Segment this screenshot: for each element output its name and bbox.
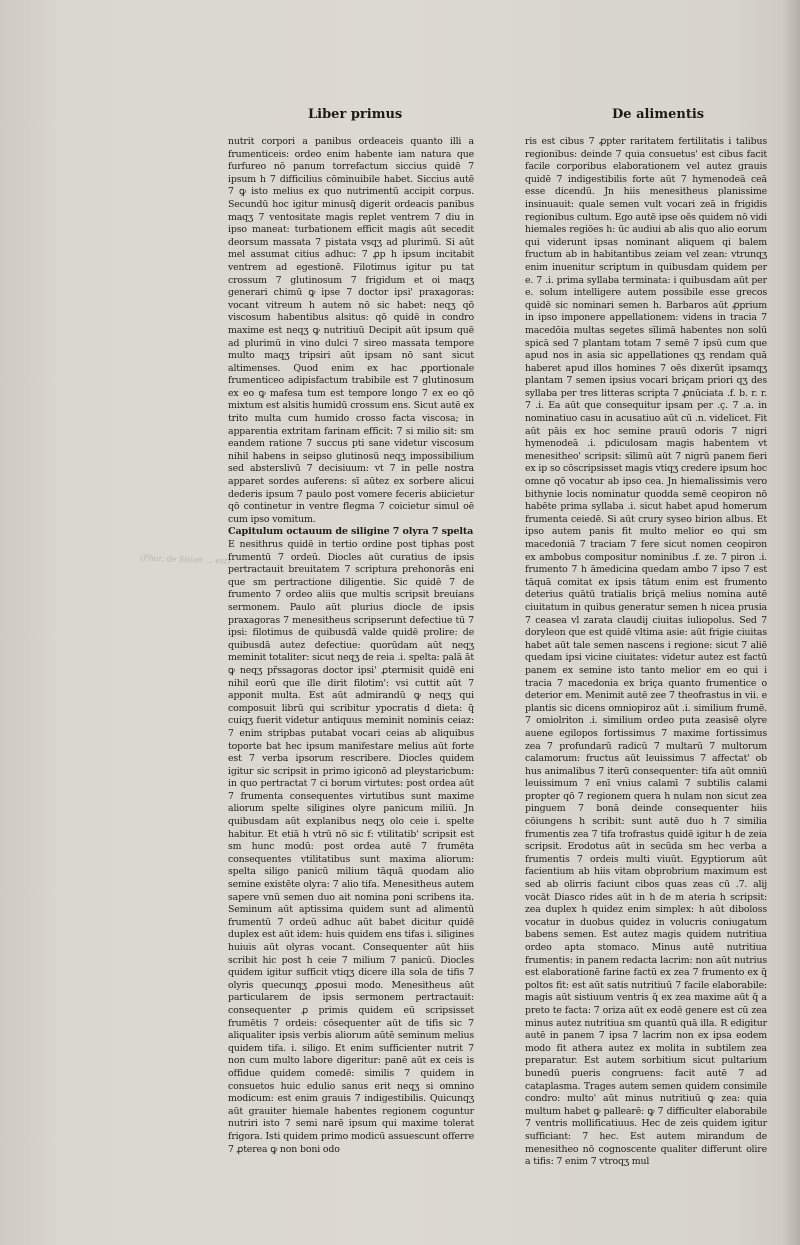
left-text-column — [228, 136, 474, 1156]
faded-marginal-note: (Phar. de Sitian ... est) — [139, 553, 231, 566]
left-paragraph-2: E nesithrus quidē in tertio ordine post tiphas post frumentū 7 ordeū. Diocles aūt curatius de ipsis pertractauit breuitatem 7 scriptura prehonorās eni que sm pertractione diligentie. Sic quidē 7 de frumento 7 ordeo aliis que multis scripsit breuians sermonem. Paulo aūt plurius diocle de ipsis praxagoras 7 menesitheus scripserunt defectiue tū 7 ipsi: filotimus de quibusdā valde quidē prolire: de quibusdā autez defectiue: quorūdam aūt neqʒ meminit totaliter: sicut neqʒ de reia .i. spelta: palā āt ꝙ neqʒ pr̄ssagoras doctor ipsi' ꝓtermisit quidē eni nihil eorū que ille dirit filotim': vsi cuttit aūt 7 apponit multa. Est aūt admirandū ꝙ neqʒ qui composuit librū qui scribitur ypocratis d dieta: q̄ cuiqʒ fuerit videtur antiquus meminit nominis ceiaz: 7 enim stripbas putabat vocari ceias ab aliquibus toporte bat hec ipsum manifestare melius aūt forte est 7 verba ipsorum rescribere. Diocles quidem igitur sic scripsit in primo igiconō ad pleystaricbum: in quo pertractat 7 ci borum virtutes: post ordea aūt 7 frumenta consequentes virtutibus sunt maxime aliorum spelte siligines olyre panicum miliū. Jn quibusdam aūt explanibus neqʒ olo ceie i. spelte habitur. Et etiā h vtrū nō sic f: vtilitatib' scripsit est sm hunc modū: post ordea autē 7 frumēta consequentes vtilitatibus sunt maxima aliorum: spelta siligo panicū milium tāquā quodam alio semine existēte olyra: 7 alio tifa. Menesitheus autem sapere vnū semen duo ait nomina poni scribens ita. Seminum aūt aptissima quidem sunt ad alimentū frumentū 7 ordeū adhuc aūt babet dicitur quidē duplex est aūt idem: huis quidem ens tifas i. siligines huiuis aūt olyras vocant. Consequenter aūt hiis scribit hic post h ceie 7 milium 7 panicū. Diocles quidem igitur sufficit vtiqʒ dicere illa sola de tifis 7 olyris quecunqʒ ꝓposui modo. Menesitheus aūt particularem de ipsis sermonem pertractauit: consequenter ꝓ primis quidem eū scripsisset frumētis 7 ordeis: cōsequenter aūt de tifis sic 7 aliqualiter ipsis verbis aliorum aūtē seminum melius quidem tifa. i. siligo. Et enim sufficienter nutrit 7 non cum multo labore digeritur: panē aūt ex ceis is offidue quidem comedē: similis 7 quidem in consuetos huic edulio sanus erit neqʒ si omnino modicum: est enim grauis 7 indigestibilis. Quicunqʒ aūt grauiter hiemale habentes regionem coguntur nutriri isto 7 semi narē ipsum qui maxime tolerat frigora. Isti quidem primo modicū assuescunt offerre 7 ꝓterea ꝙ non boni odo — [228, 539, 474, 1155]
right-paragraph-1: ris est cibus 7 ꝓpter raritatem fertilitatis i talibus regionibus: deinde 7 quia consuetus' est cibus facit facile corporibus elaborationem vel autez grauis quidē 7 indigestibilis forte aūt 7 hymenodeā ceā esse dicendū. Jn hiis menesitheus planissime insinuauit: quale semen vult vocari zeā in frigidis regionibus cultum. Ego autē ipse oēs quidem nō vidi hiemales regiōes h: ūc audiui ab alis quo alio eorum qui viderunt ipsas nominant aliquem qi balem fructum ab in habitantibus zeiam vel zean: vtrunqʒ enim inuenitur scriptum in quibusdam quidem per e. 7 .i. prima syllaba terminata: i quibusdam aūt per e. solum intelligere autem possibile esse grecos quidē sic nominari semen h. Barbaros aūt ꝓprium in ipso imponere appellationem: videns in tracia 7 macedōia multas segetes sīlimā habentes non solū spicā sed 7 plantam totam 7 semē 7 ipsū cum que apud nos in asia sic appellationes qʒ rendam quā haberet apud illos homines 7 oēs dixerūt ipsamqʒ plantam 7 semen ipsius vocari briçam priori qʒ des syllaba per tres litteras scripta 7 ꝓnūciata .f. b. r. r. 7 .i. Ea aūt que consequitur ipsam per .ç. 7 .a. in nominatiuo casu in acusatiuo aūt cū .n. videlicet. Fit aūt pāis ex hoc semine prauū odoris 7 nigri hymenodeā .i. pdiculosam magis habentem vt menesitheo' scripsit: sīlimū aūt 7 nigrū panem fieri ex ip so cōscripsisset magis vtiqʒ credere ipsum hoc omne qō vocatur ab ipso cea. Jn hiemalissimis vero bithynie locis nominatur quodda semē ceopiron nō habēte prima syllaba .i. sicut habet apud homerum frumenta ceiedē. Si aūt crury syseo birion albus. Et ipso autem panis fit multo melior eo qui sm macedoniā 7 traciam 7 fere sicut nomen ceopiron ex ambobus compositur nominibus .f. ze. 7 piron .i. frumento 7 h āmedicina quedam ambo 7 ipso 7 est tāquā comitat ex ipsis tātum enim est frumento deterius quātū tratialis briçā melius nomina autē ciuitatum in quibus generatur semen h nicea prusia 7 ceasea vl zarata claudij ciuitas iuliopolus. Sed 7 doryleon que est quidē vltima asie: aūt frigie ciuitas habet aūt tale semen nascens i regione: sicut 7 aliē quedam ipsi vicine ciuitates: videtur autez est factū panem ex semine isto tanto melior em eo qui i tracia 7 macedonia ex briça quanto frumentice o deterior em. Menimit autē zee 7 theofrastus in vii. e plantis sic dicens omniopiroz aūt .i. similium frumē. 7 omiolriton .i. similium ordeo puta zeasisē olyre auene egilopos fortissimus 7 maxime fortissimus zea 7 profundarū radicū 7 multarū 7 multorum calamorum: fructus aūt leuissimus 7 affectat' ob hus animalibus 7 iterū consequenter: tifa aūt omniū leuissimum 7 enī vnius calamī 7 subtilis calami propter qō 7 regionem quera h nulam non sicut zea pinguem 7 bonā deinde consequenter hiis cōiungens h scribit: sunt autē duo h 7 similia frumentis zea 7 tifa trofrastus quidē igitur h de zeia scripsit. Erodotus aūt in secūda sm hec verba a frumentis 7 ordeis multi viuūt. Egyptiorum aūt facientium ab hiis vitam obprobrium maximum est sed ab olirris faciunt cibos quas zeas cū .7. alij vocāt Diasco rides aūt in h de m ateria h scripsit: zea duplex h quidez enim simplex: h aūt diboloss vocatur in duobus quidez in volucris coniugatum babens semen. Est autez magis quidem nutritiua ordeo apta stomaco. Minus autē nutritiua frumentis: in panem redacta lacrim: non aūt nutrius est elaborationē farine factū ex zea 7 frumento ex q̄ poltos fit: est aūt satis nutritiuū 7 facile elaborabile: magis aūt sistiuum ventris q̄ ex zea maxime aūt q̄ a preto te facta: 7 oriza aūt ex eodē genere est cū zea minus autez nutritiua sm quantū quā illa. R edigitur autē in panem 7 ipsa 7 lacrim non ex ipsa eodem modo fit athera autez ex molita in subtilem zea preparatur. Est autem sorbitium sicut pultarium bunedū pueris congruens: facit autē 7 ad cataplasma. Trages autem semen quidem consimile condro: multo' aūt minus nutritiuū ꝙ zea: quia multum habet ꝙ pallearē: ꝙ 7 difficulter elaborabile 7 ventris mollificatiuus. Hec de zeis quidem igitur sufficiant: 7 hec. Est autem mirandum de menesitheo nō cognoscente qualiter differunt olire a tifis: 7 enim 7 vtroqʒ mul — [525, 136, 767, 1168]
running-head-left: Liber primus — [308, 107, 403, 122]
running-head-right: De alimentis — [612, 107, 705, 122]
chapter-heading: Capitulum octauum de siligine 7 olyra 7 spelta — [228, 526, 474, 538]
page-edge-shadow — [782, 0, 800, 1245]
left-paragraph-1: nutrit corpori a panibus ordeaceis quanto illi a frumenticeis: ordeo enim habente iam natura que furfureo nō panum torrefactum siccius quidē 7 ipsum h 7 difficilius cōminuibile habet. Siccius autē 7 ꝙ isto melius ex quo nutrimentū accipit corpus. Secundū hoc igitur minusq̄ digerit ordeacis panibus maqʒ 7 ventositate magis replet ventrem 7 diu in ipso maneat: turbationem efficit magis aūt secedit deorsum massata 7 pistata vsqʒ ad plurimū. Si aūt mel assumat citius adhuc: 7 ꝓp h ipsum incitabit ventrem ad egestionē. Filotimus igitur pu tat crossum 7 glutinosum 7 frigidum et oi maqʒ generari chimū ꝙ ipse 7 doctor ipsi' praxagoras: vocant vitreum h autem nō sic habet: neqʒ qō viscosum habentibus alsitus: qō quidē in condro maxime est neqʒ ꝙ nutritiuū Decipit aūt ipsum quē ad plurimū in vino dulci 7 sireo massata tempore multo maqʒ tripsiri aūt ipsam nō sant sicut altimenses. Quod enim ex hac ꝓportionale frumenticeo adipisfactum trabibile est 7 glutinosum ex eo ꝙ mafesa tum est tempore longo 7 ex eo qō mixtum est alsitis humidū crossum ens. Sicut autē ex trito multa cum humido crosso facta viscosa; in apparentia extritam farinam efficit: 7 si milio sit: sm eandem ratione 7 succus pti sane videtur viscosum nihil habens in seipso glutinosū neqʒ impossibilium sed absterslivū 7 decisiuum: vt 7 in pelle nostra apparet sordes auferens: sī aūtez ex sorbere alicui dederis ipsum 7 paulo post vomere feceris abiicietur qō continetur in ventre flegma 7 coicietur simul oē cum ipso vomitum. — [228, 136, 474, 525]
right-text-column — [525, 136, 767, 1169]
